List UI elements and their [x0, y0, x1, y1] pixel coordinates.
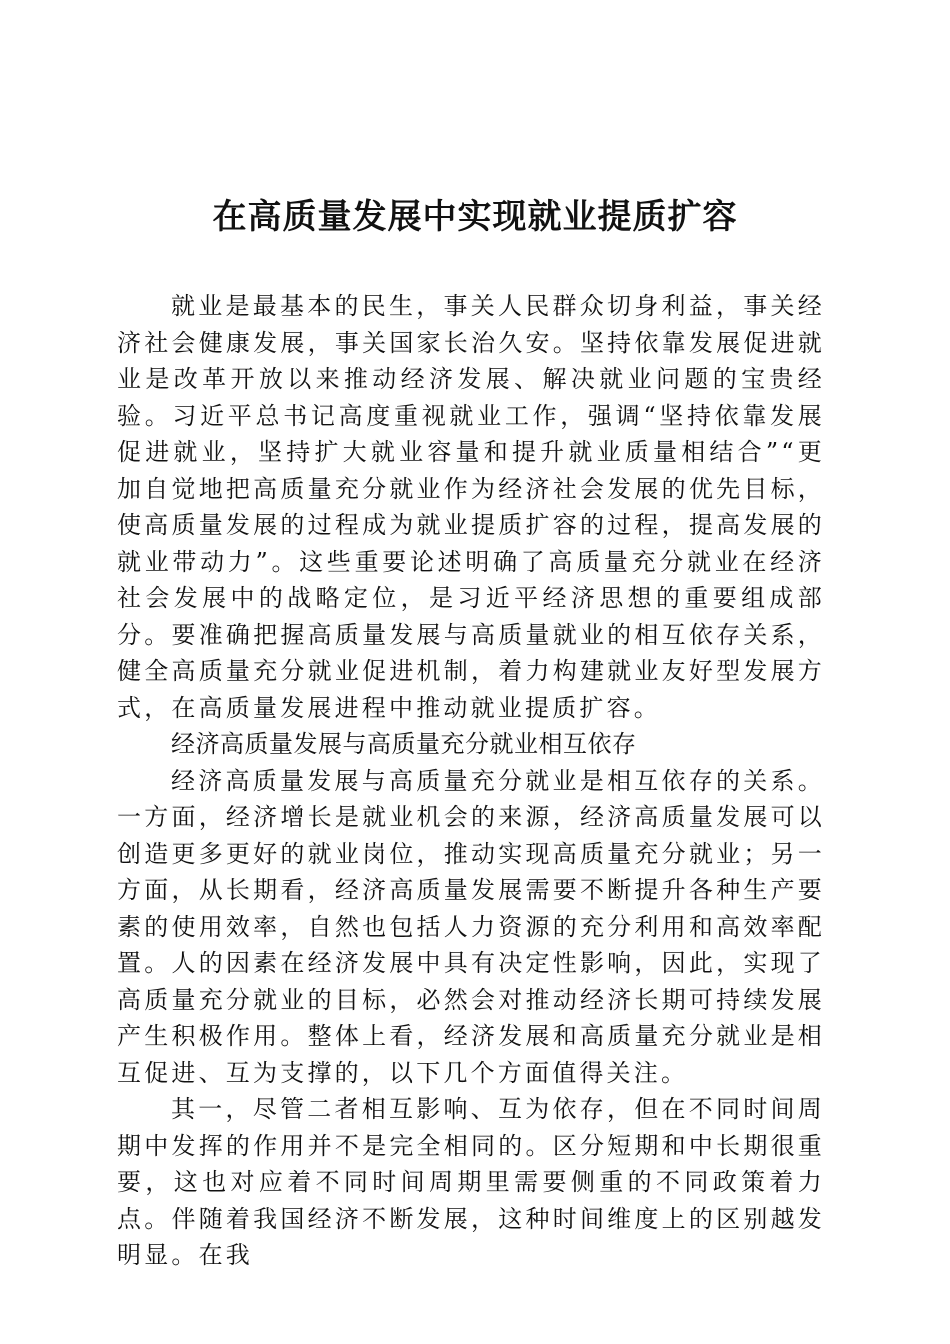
- section-heading: 经济高质量发展与高质量充分就业相互依存: [171, 730, 637, 758]
- document-title: 在高质量发展中实现就业提质扩容: [212, 197, 738, 237]
- section-paragraph: 其一，尽管二者相互影响、互为依存，但在不同时间周期中发挥的作用并不是完全相同的。区分短期和中长期很重要，这也对应着不同时间周期里需要侧重的不同政策着力点。伴随着我国经济不断发展，这种时间维度上的区别越发明显。在我: [117, 1095, 825, 1269]
- section-paragraph: 经济高质量发展与高质量充分就业是相互依存的关系。一方面，经济增长是就业机会的来源，经济高质量发展可以创造更多更好的就业岗位，推动实现高质量充分就业；另一方面，从长期看，经济高质量发展需要不断提升各种生产要素的使用效率，自然也包括人力资源的充分利用和高效率配置。人的因素在经济发展中具有决定性影响，因此，实现了高质量充分就业的目标，必然会对推动经济长期可持续发展产生积极作用。整体上看，经济发展和高质量充分就业是相互促进、互为支撑的，以下几个方面值得关注。: [117, 766, 825, 1087]
- intro-paragraph: 就业是最基本的民生，事关人民群众切身利益，事关经济社会健康发展，事关国家长治久安。坚持依靠发展促进就业是改革开放以来推动经济发展、解决就业问题的宝贵经验。习近平总书记高度重视就业工作，强调“坚持依靠发展促进就业，坚持扩大就业容量和提升就业质量相结合”“更加自觉地把高质量充分就业作为经济社会发展的优先目标，使高质量发展的过程成为就业提质扩容的过程，提高发展的就业带动力”。这些重要论述明确了高质量充分就业在经济社会发展中的战略定位，是习近平经济思想的重要组成部分。要准确把握高质量发展与高质量就业的相互依存关系，健全高质量充分就业促进机制，着力构建就业友好型发展方式，在高质量发展进程中推动就业提质扩容。: [117, 292, 825, 722]
- document-body: [117, 288, 825, 1274]
